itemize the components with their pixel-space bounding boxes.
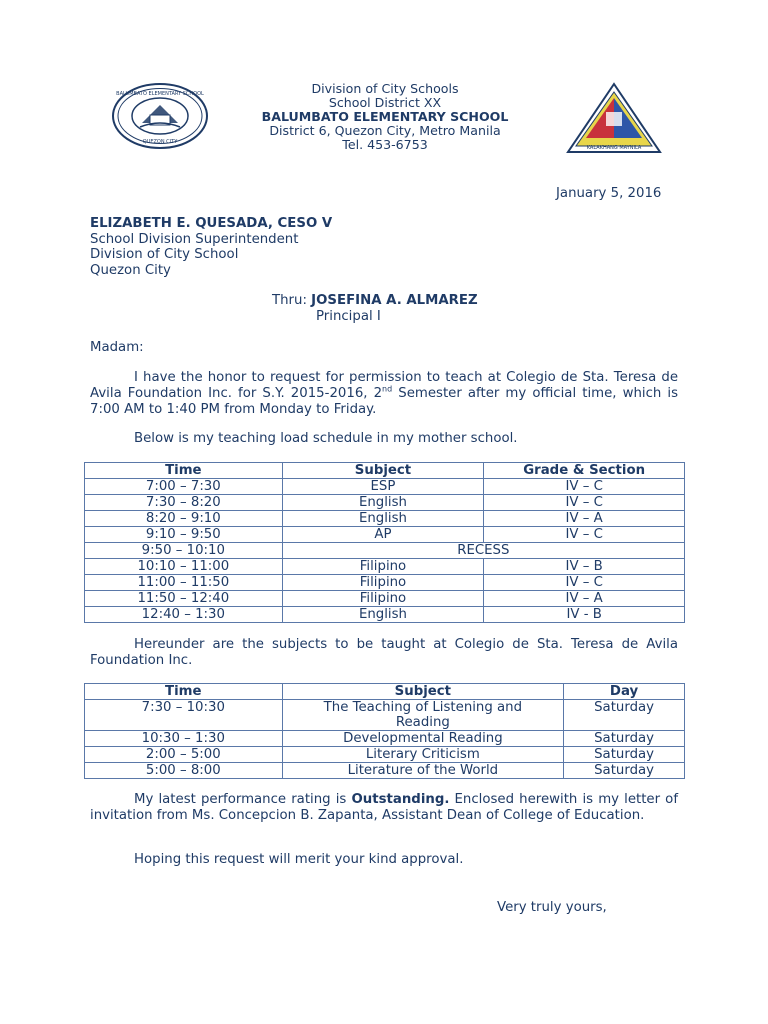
table-cell: IV – B bbox=[484, 559, 685, 575]
table-cell: 7:30 – 8:20 bbox=[85, 495, 283, 511]
performance-rating: Outstanding. bbox=[351, 792, 450, 807]
table-cell: Filipino bbox=[282, 575, 484, 591]
table-row bbox=[85, 591, 685, 607]
table-cell: Literary Criticism bbox=[282, 747, 564, 763]
table-cell: The Teaching of Listening and Reading bbox=[282, 700, 564, 731]
table-cell: 7:30 – 10:30 bbox=[85, 700, 283, 731]
table-cell: 12:40 – 1:30 bbox=[85, 607, 283, 623]
salutation: Madam: bbox=[90, 340, 144, 355]
body-paragraph-5 bbox=[90, 852, 678, 868]
table-cell: 11:50 – 12:40 bbox=[85, 591, 283, 607]
table-row bbox=[85, 511, 685, 527]
table-header-row bbox=[85, 463, 685, 479]
table-header-cell: Subject bbox=[282, 684, 564, 700]
letterhead-tel: Tel. 453-6753 bbox=[342, 137, 428, 152]
table-header-cell: Grade & Section bbox=[484, 463, 685, 479]
table-cell: IV - B bbox=[484, 607, 685, 623]
table-cell: 8:20 – 9:10 bbox=[85, 511, 283, 527]
table-cell: 9:10 – 9:50 bbox=[85, 527, 283, 543]
seal-text-top: BALUMBATO ELEMENTARY SCHOOL bbox=[116, 91, 204, 97]
table-cell: IV – C bbox=[484, 575, 685, 591]
table-row bbox=[85, 607, 685, 623]
table-row bbox=[85, 731, 685, 747]
table-cell: IV – A bbox=[484, 511, 685, 527]
body-paragraph-2 bbox=[90, 431, 678, 447]
recess-cell: RECESS bbox=[282, 543, 684, 559]
body-p1-sup: nd bbox=[382, 384, 393, 394]
table-row bbox=[85, 747, 685, 763]
body-p3: Hereunder are the subjects to be taught at Colegio de Sta. Teresa de Avila Foundation Inc. bbox=[90, 637, 678, 669]
teaching-load-table bbox=[84, 462, 685, 623]
table-cell: IV – C bbox=[484, 495, 685, 511]
table-header-cell: Day bbox=[564, 684, 685, 700]
table-cell: 11:00 – 11:50 bbox=[85, 575, 283, 591]
table-cell: IV – C bbox=[484, 527, 685, 543]
table-row bbox=[85, 559, 685, 575]
table-row bbox=[85, 527, 685, 543]
table-header-cell: Subject bbox=[282, 463, 484, 479]
thru-line bbox=[272, 293, 478, 309]
table-cell: IV – C bbox=[484, 479, 685, 495]
table-cell: Developmental Reading bbox=[282, 731, 564, 747]
table-cell: Saturday bbox=[564, 731, 685, 747]
table-row bbox=[85, 479, 685, 495]
body-p4-a: My latest performance rating is bbox=[134, 792, 352, 807]
table-cell: 7:00 – 7:30 bbox=[85, 479, 283, 495]
closing: Very truly yours, bbox=[497, 900, 607, 915]
table-cell: 10:10 – 11:00 bbox=[85, 559, 283, 575]
recipient-office: Division of City School bbox=[90, 247, 239, 262]
table-cell: IV – A bbox=[484, 591, 685, 607]
thru-title: Principal I bbox=[316, 309, 381, 324]
table-cell: 10:30 – 1:30 bbox=[85, 731, 283, 747]
school-seal-logo bbox=[112, 83, 208, 149]
subjects-table bbox=[84, 683, 685, 779]
table-cell: English bbox=[282, 495, 484, 511]
table-cell: Filipino bbox=[282, 591, 484, 607]
letterhead-district: School District XX bbox=[328, 95, 442, 110]
body-p5: Hoping this request will merit your kind approval. bbox=[134, 852, 464, 867]
letterhead-school-name: BALUMBATO ELEMENTARY SCHOOL bbox=[261, 109, 509, 124]
table-row bbox=[85, 763, 685, 779]
table-cell: Literature of the World bbox=[282, 763, 564, 779]
table-cell: Saturday bbox=[564, 763, 685, 779]
table-row-recess bbox=[85, 543, 685, 559]
body-paragraph-1 bbox=[90, 370, 678, 419]
table-cell: ESP bbox=[282, 479, 484, 495]
table-header-cell: Time bbox=[85, 463, 283, 479]
table-cell: Filipino bbox=[282, 559, 484, 575]
table-cell: Saturday bbox=[564, 700, 685, 731]
thru-label: Thru: bbox=[272, 293, 307, 308]
city-triangle-logo bbox=[566, 82, 662, 154]
table-header-row bbox=[85, 684, 685, 700]
table-cell: 2:00 – 5:00 bbox=[85, 747, 283, 763]
body-paragraph-3 bbox=[90, 637, 678, 669]
table-cell: 5:00 – 8:00 bbox=[85, 763, 283, 779]
triangle-logo-text: KALAKHANG MAYNILA bbox=[586, 145, 642, 151]
table-row bbox=[85, 575, 685, 591]
table-cell: Saturday bbox=[564, 747, 685, 763]
letter-date: January 5, 2016 bbox=[556, 186, 662, 201]
body-p2: Below is my teaching load schedule in my mother school. bbox=[134, 431, 518, 446]
recipient-city: Quezon City bbox=[90, 263, 171, 278]
thru-name: JOSEFINA A. ALMAREZ bbox=[311, 293, 478, 308]
letterhead bbox=[200, 82, 570, 152]
table-cell: 9:50 – 10:10 bbox=[85, 543, 283, 559]
seal-text-bottom: QUEZON CITY bbox=[142, 139, 178, 145]
body-p4-b: Enclosed herewith is my letter of invitation from Ms. Concepcion B. Zapanta, Assistant Dean of College of Education. bbox=[90, 792, 679, 824]
table-cell: English bbox=[282, 511, 484, 527]
recipient-name: ELIZABETH E. QUESADA, CESO V bbox=[90, 216, 333, 231]
table-cell: AP bbox=[282, 527, 484, 543]
table-row bbox=[85, 700, 685, 731]
table-cell: English bbox=[282, 607, 484, 623]
body-paragraph-4 bbox=[90, 792, 678, 824]
body-p1-a: I have the honor to request for permission to teach at Colegio de Sta. Teresa de Avila Foundation Inc. for S.Y. 2015-2016, 2 bbox=[90, 370, 678, 402]
table-row bbox=[85, 495, 685, 511]
table-header-cell: Time bbox=[85, 684, 283, 700]
letterhead-division: Division of City Schools bbox=[311, 81, 459, 96]
body-p1-b: Semester after my official time, which is 7:00 AM to 1:40 PM from Monday to Friday. bbox=[90, 386, 678, 418]
recipient-title: School Division Superintendent bbox=[90, 232, 299, 247]
letterhead-address: District 6, Quezon City, Metro Manila bbox=[269, 123, 501, 138]
